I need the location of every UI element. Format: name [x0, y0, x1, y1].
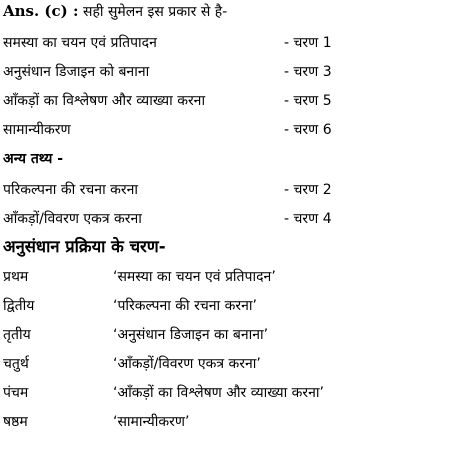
match-item: सामान्यीकरण — [3, 122, 71, 138]
other-fact-item: परिकल्पना की रचना करना — [3, 182, 139, 198]
step-description: ‘आँकड़ों का विश्लेषण और व्याख्या करना’ — [113, 385, 324, 401]
step-ordinal: चतुर्थ — [3, 356, 29, 372]
step-ordinal: षष्ठम — [3, 414, 28, 430]
match-stage: - चरण 5 — [284, 93, 332, 109]
step-ordinal: द्वितीय — [3, 298, 35, 314]
match-item: अनुसंधान डिजाइन को बनाना — [3, 64, 150, 80]
match-item: समस्या का चयन एवं प्रतिपादन — [3, 35, 157, 51]
match-stage: - चरण 3 — [284, 64, 332, 80]
match-stage: - चरण 1 — [284, 35, 332, 51]
answer-intro: सही सुमेलन इस प्रकार से है- — [82, 4, 228, 20]
step-description: ‘समस्या का चयन एवं प्रतिपादन’ — [113, 269, 276, 285]
answer-header — [3, 2, 227, 21]
match-stage: - चरण 6 — [284, 122, 332, 138]
other-fact-item: आँकड़ों/विवरण एकत्र करना — [3, 211, 142, 227]
research-steps-heading: अनुसंधान प्रक्रिया के चरण- — [3, 237, 166, 256]
match-item: आँकड़ों का विश्लेषण और व्याख्या करना — [3, 93, 206, 109]
other-facts-heading: अन्य तथ्य - — [3, 151, 64, 167]
other-fact-stage: - चरण 2 — [284, 182, 332, 198]
answer-label: Ans. (c) : — [3, 2, 79, 20]
step-ordinal: पंचम — [3, 385, 29, 401]
step-description: ‘आँकड़ों/विवरण एकत्र करना’ — [113, 356, 261, 372]
step-ordinal: तृतीय — [3, 327, 31, 343]
other-fact-stage: - चरण 4 — [284, 211, 332, 227]
step-description: ‘परिकल्पना की रचना करना’ — [113, 298, 257, 314]
step-description: ‘अनुसंधान डिजाइन का बनाना’ — [113, 327, 269, 343]
step-description: ‘सामान्यीकरण’ — [113, 414, 190, 430]
step-ordinal: प्रथम — [3, 269, 29, 285]
